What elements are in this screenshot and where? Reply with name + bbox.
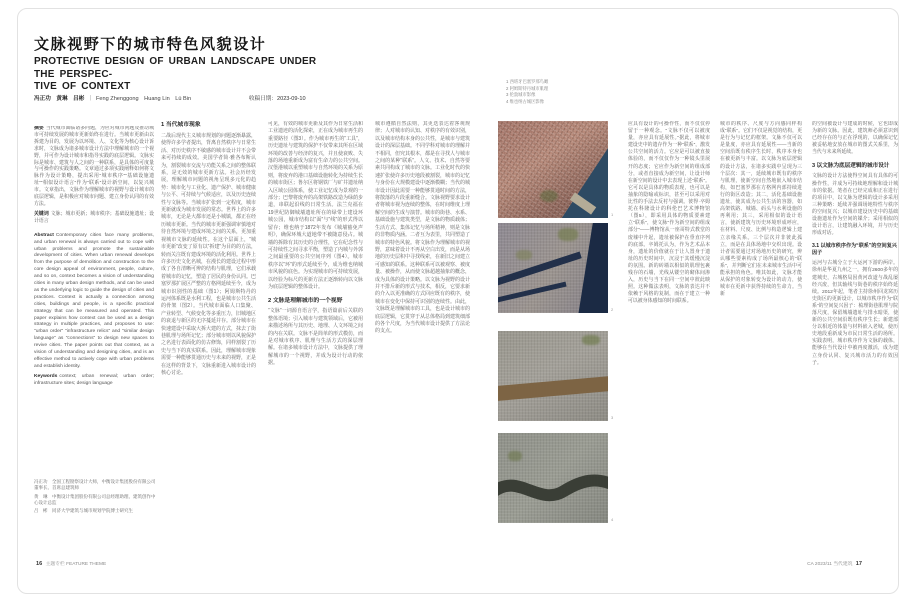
author-bio: 黄 琳 中衡设计集团股份有限公司总经理助理、建筑创作中心设计总监 (34, 493, 156, 505)
abstract-cn-label: 摘要 (34, 126, 44, 131)
left-body-column-2 (268, 121, 363, 561)
figure-1-barcelona-aerial-image (498, 121, 608, 218)
section-2-heading: 2 文脉是理解城市的一个视野 (268, 298, 343, 305)
keywords-en (34, 374, 154, 388)
author-bio: 吕 彬 同济大学建筑与城市规划学院博士研究生 (34, 508, 133, 514)
footer-section-label: 主题专栏 FEATURE THEME (45, 562, 107, 567)
abstract-cn (34, 126, 154, 209)
figure-caption: 1 西班牙巴塞罗那鸟瞰 (506, 79, 549, 84)
figure-number: 1 (611, 212, 614, 217)
journal-issue-label: CA 2023/11 当代建筑 (807, 562, 853, 567)
author-bio: 冯正功 全国工程勘察设计大师，中衡设计集团股份有限公司董事长、首席总建筑师 (34, 479, 156, 491)
right-body-column-3 (812, 121, 898, 561)
figure-3-london-aerial-image (498, 331, 608, 421)
abstract-en-text: Contemporary cities face many problems, and urban renewal is always carried out to cope with urban problems and promote the sustainable development of cities. When urban renewal develops from the purpose of demolition and construction to the core design appeal of environment, people, culture, and so on, context becomes a vision of understanding cities in many urban design methods, and can be used as the underlying logic to guide the design of cities and practices. Context is actually a connection among cities, buildings and people, is a specific practical strategy that can be measured and operated. This paper explains how context can be used as a design strategy in multiple practices, and proposes to use: "urban order" "infrastructure relics" and "similar design language" as "connections" to design new spaces to revive cities. The paper points out that context, as a vision of understanding and designing cities, and is an effective method to actively cope with urban problems and establish identity. (34, 232, 154, 369)
park-shape (582, 335, 600, 345)
abstract-en-label: Abstract (34, 232, 54, 238)
right-body-column-1 (628, 121, 710, 561)
left-body-column-3 (375, 121, 470, 561)
park-shape (558, 228, 578, 241)
article-title-cn: 文脉视野下的城市特色风貌设计 (34, 36, 267, 53)
figure-number: 2 (611, 307, 614, 312)
abstract-en (34, 233, 154, 371)
authors-en: Feng Zhenggong Huang Lin Lü Bin (95, 96, 192, 102)
page-number: 17 (855, 561, 862, 567)
page-number: 16 (36, 561, 43, 567)
keywords-cn-text: 文脉；城市更新；城市秩序；基础设施遗址；设计语言 (34, 211, 154, 224)
park-shape (516, 250, 532, 260)
body-text: “文脉”一词源自语言学，指语篇前后关联的整体语境；引入城市与建筑领域后，它被用来描述场所与其历史、地理、人文环境之间的内在关联。文脉不是简单的形式模仿，而是对城市秩序、肌理与生活方式的深层理解。在诸多城市设计方法中，文脉提供了理解城市的一个视野，并成为设计行动的依据。 (268, 308, 363, 367)
article-title-en (34, 56, 340, 94)
keywords-cn-label: 关键词 (34, 211, 49, 217)
body-text: 的空间被设计与建成的时候，它也即成为新的文脉。因此，建筑师必须意识到已经存在的与正在浮现的，以确保记忆被妥帖地安放在城市的图式关系里，为当代与未来所延续。 (812, 122, 898, 156)
body-text: 城市的秩序、尺度与方向感同样构成“联系”。它们不仅是视觉的结构，更是行为与记忆的框架。文脉不仅可以是量度，亦应具有延展性——当新的空间沿既有秩序生长时，秩序本身也在被更新与丰富。以文脉为底层逻辑的设计方法，在诸多实践中呈现为三个层次：其一，延续城市既有的秩序与肌理，使新空间自然地嵌入城市结构，如巴塞罗那在方格网内部持续进行的街区改造；其二，活化基础设施遗址，使其成为公共生活的容器，如高架铁路、城墙、码头与水利设施的再利用；其三，采用相似的设计语言，使新建筑与历史环境形成呼应，在材料、尺度、比例与构造逻辑上建立亲缘关系。三个层次并非彼此孤立，而是在具体场地中交织出现。设计者需要通过对场地历史的研究，辨认哪些要素构成了场所最核心的“联系”，并判断它们在未来城市生活中可能承担的角色。唯其如此，文脉才能从保护的对象转变为设计的动力，使城市在更新中获得持续的生命力。当新 (720, 122, 802, 298)
article-title-en-line1: PROTECTIVE DESIGN OF URBAN LANDSCAPE UNDER THE PERSPEC- (34, 56, 317, 80)
left-body-column-1 (161, 121, 256, 561)
keywords-en-label: Keywords (34, 373, 58, 379)
right-body-column-2 (720, 121, 802, 561)
winding-river-shape (498, 433, 608, 523)
keywords-en-text: context; urban renewal; urban order; infrastructure sites; design language (34, 373, 154, 386)
abstract-cn-text: 当代城市面临诸多问题，为应对城市问题及推动城市可持续发展的城市更新始终在进行。当城市更新由以拆建为目的，发展为以环境、人、文化等为核心设计诉求时，文脉成为诸多城市设计方法中理解城市的一个视野，并可作为设计城市和指导实践的底层逻辑。文脉实际是城市、建筑与人之间的一种联系，是具体的可度量与可操作的实践策略。文章通过多项实践阐释如何将文脉作为设计策略，提出采用“城市秩序”“基础设施遗址”“相似设计语言”作为“联系”设计新空间，以复兴城市。文章指出，文脉作为理解城市的视野与设计城市的底层逻辑，是积极应对城市问题、建立身份认同的有效方法。 (34, 126, 154, 207)
figure-number: 3 (611, 415, 614, 420)
author-bios (34, 479, 156, 516)
left-page-footer (34, 560, 106, 567)
figure-4-vienna-aerial-image (498, 433, 608, 523)
author-line (34, 94, 191, 102)
park-shape (508, 451, 522, 461)
authors-cn: 冯正功 黄琳 吕彬 (34, 96, 85, 102)
body-text: 可见，有效的城市更新及其作为日常生活和工业遗迹的活化探索，正在成为城市再生的重要路径（图3）。作为城市再生的“工具”，历史遗址与建筑的保护不仅带来其所在区域环境的改善与经济的复兴，并且使衰败、失落的场地重新成为富有生命力的公共空间。汉堡港城以重塑城市与自然环境的关系为原则，将废弃的港口基础设施转化为持续生长的城市街区；鲁尔区将钢铁厂与矿井遗址纳入区域公园体系，使工业记忆成为景观的一部分；巴黎将废弃的高架铁路改造为绿荫步道，串联起沿线的日常生活。法兰克福在19世纪防御城墙遗址所在的绿带上建设环城公园，城市结构以“面”与“线”的形式得以留存；维也纳于1872年发布《城墙豁免声明》，确保环城大道地带不被随意侵占。城墙的拆除有其历史的合理性，它在纪念性与可持续性之间寻求平衡，塑造了内城与外郭之间最重要的公共空间序列（图4）。城市秩序以“环”的形式延续至今，成为维也纳城市风貌的底色。为实现城市的可持续发展，以经验为标尺的更新方法正逐渐转向以文脉为底层逻辑的整体设计。 (268, 121, 363, 290)
body-text: 文脉的设计方法使得空间具有具体的可操作性，并成为可持续地理解和设计城市的依据。笔者在已经完成和正在进行的项目中，以文脉为逻辑的设计多采用三种策略：延续并强调场地特性与秩序的空间复兴；以城市建设历史中的基础设施遗址作为空间的媒介；采用相似的设计语言，让建筑融入环境，并与历史形成对话。 (812, 174, 898, 237)
figure-number: 4 (611, 517, 614, 522)
section-3-heading: 3 以文脉为底层逻辑的城市设计 (812, 163, 890, 170)
section-1-heading: 1 当代城市现象 (161, 122, 201, 128)
author-divider: ｜ (87, 96, 93, 102)
article-title-en-line2: TIVE OF CONTEXT (34, 81, 131, 92)
figure-caption-list (506, 79, 548, 105)
body-text: 应具有设计的可操作性，而不仅仅停留于一种观念。“文脉不仅可以被度量，亦应具有延展性。”据此，将城市建设史中的遗存作为一种“联系”，激发公共空间的活力。它应是可以被直接体验的，而不仅仅作为一种镜头里展开的态度；它应作为新空间的组成部分，或者直接成为新空间，让设计师在新空间的设计中去表现上述“联系”。它可以是具体的物质表现，也可以是抽象的隐喻或标识，甚至可以采用对比性的手法去反衬与强调。彼得·卒姆托在科隆设计的科伦巴艺术博物馆（图5），即采用具体的物质要素建立“联系”，使文脉“作为新空间的组成部分”——博物馆从一座哥特式教堂的废墟中升起，遗址被保护在垂直序列的底部。卒姆托认为，作为艺术品本身，遗址的价值就在于让人置身于遗址的历史时间中，沉浸于其缓慢沉淀的氛围。新的砖墙以相似的肌理包裹残存的石墙，光线从镂空的砌体间渗入，历史与当下在同一空间中彼此映照。这种做法表明，文脉的表达并不依赖于风格的复制，而在于建立一种可以被身体感知的时间联系。 (628, 122, 710, 305)
received-date: 收稿日期：2023-09-10 (249, 96, 306, 102)
right-page-footer (718, 560, 864, 567)
abstract-column (34, 126, 154, 471)
figure-caption: 3 伦敦城市影像 (506, 92, 536, 98)
body-text: 二战后现代主义城市规划的问题逐渐暴露，使得许多学者提出，背离自然秩序与日常生活、对历史秩序不敏感的城市设计并不会带来可持续的成效。美国学者简·雅各布斯认为，割裂城市交流与功能关系之间的整体联系，是无效的城市更新方法。社会历经发展，理解城市问题的视角呈现多元化的趋势：城市化与工业化、遗产保护、城市健康与公平、可持续与气候适应，以及历史连续性与文脉等。当城市扩张到一定程度，城市更新就成为城市发展的常态。世界上的许多城市，无论是大都市还是小城镇，都正在经历城市更新。当代的城市更新强调审慎地对待自然环境与建成环境之间的关系，更加重视城市文脉的延续性。在这个层面上，“城市更新”改变了原有以“拆建”为目的的方法，转而关注既有建成环境的活化利用。世界上许多历史文化名城，在漫长的建设过程中形成了各自清晰可辨的结构与肌理，它们承载着城市的记忆，塑造了居民的身份认同。巴塞罗那扩展区严整的方格网延续至今，成为城市识别性的基础（图1）；阿姆斯特丹的运河体系既是水利工程，也是城市公共生活的骨架（图2）。当代城市面临人口集聚、产业转型、气候变化等多重压力，旧城地区的衰退与新区的无序蔓延并存。部分城市在快速建设中采取大拆大建的方式，抹去了街巷肌理与场所记忆；部分城市则以风貌保护之名进行表面化的仿古修饰，同样割裂了历史与当下的真实联系。因此，理解城市现象需要一种能够贯通历史与未来的视野，正是在这样的背景下，文脉重新进入城市设计的核心讨论。 (161, 133, 256, 376)
body-text: 运河与古城分立于大运河下游的两岸。徐州是华夏九州之一，拥有2600多年的建城史，古城格局因黄河改道与战乱屡经兴废，但其轴线与街巷的秩序始终延续。2012年起，笔者主持徐州回龙窝历史街区的更新设计，以城市秩序作为“联系”的空间复兴因子：梳理街巷肌理与院落尺度，保留城墙遗址与排水暗渠，使新的公共空间沿既有秩序生长；新建部分以相近的体量与材料嵌入老城，使历史地段重新成为市民日常生活的场所。实践表明，城市秩序作为文脉的载体，能够在当代设计中被再度激活，成为建立身份认同、复兴城市活力的有效因子。 (812, 261, 898, 366)
section-3-1-heading: 3.1 以城市秩序作为“联系”的空间复兴因子 (812, 243, 897, 257)
two-page-spread (17, 8, 899, 594)
figure-caption: 2 阿姆斯特丹城市肌理 (506, 85, 549, 91)
body-text: 城市遵循自然法则，其更迭表达着客观规律；人对城市的认知、对秩序的有效识别，以及城市结构本身的公共性，是城市与建筑设计的深层基础。不同学科对城市的理解并不相同，但究其根本，都是在寻找人与城市之间的某种“联系”。人文、技术、自然等要素共同构成了城市的文脉。工业化时代的快速扩张使许多历史地段被割裂，城市的记忆与身份在大规模建设中逐渐模糊；当代的城市设计因此需要一种能够贯通时间的方法，将散落的片段重新缝合。文脉视野要求设计者将城市视为连续的整体，在时间维度上理解空间的生成与演替。城市的街巷、水系、基础设施与建筑类型，是文脉的物质载体；生活方式、集体记忆与场所精神，则是文脉的非物质内涵。二者互为表里，共同塑造了城市的特色风貌。将文脉作为理解城市的视野，意味着设计不再从空白出发，而是从场地的历史层积中寻找线索，在新旧之间建立可感知的联系。这种联系可以被观察、被度量、被操作，从而使文脉超越抽象的概念，成为具体的设计策略。以文脉为视野的设计并不排斥新的形式与技术，相反，它要求新的介入以更准确的方式回应既有的秩序，使城市在变化中保持可识别的连续性。由此，文脉既是理解城市的工具，也是设计城市的底层逻辑，它贯穿于从总体格局到建筑细部的各个尺度，为当代城市设计提供了方法论的支点。 (375, 121, 470, 335)
keywords-cn (34, 212, 154, 226)
figure-caption: 4 维也纳古城区影像 (506, 98, 544, 104)
figure-2-amsterdam-aerial-image (498, 223, 608, 313)
